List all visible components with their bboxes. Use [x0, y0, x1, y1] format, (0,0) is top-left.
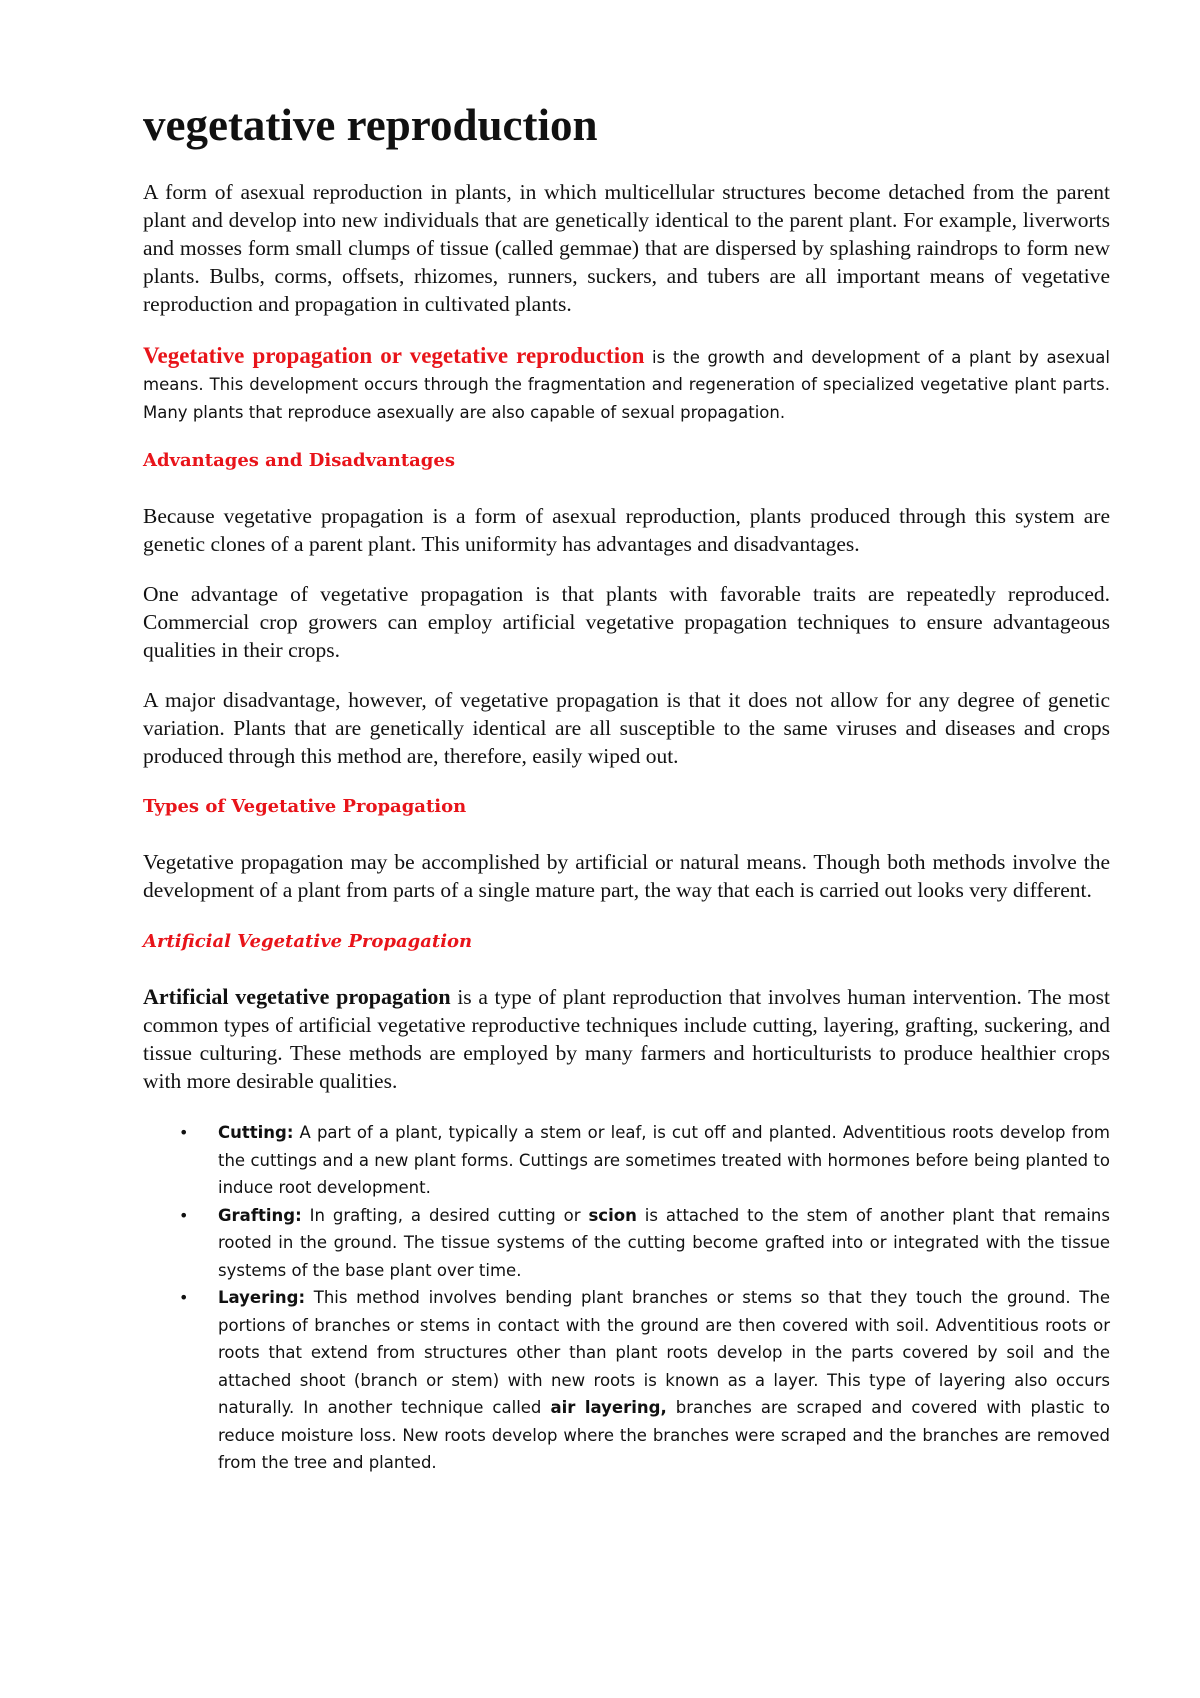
document-page: [143, 100, 1110, 1477]
scion-term: scion: [588, 1205, 637, 1225]
list-item-layering: [179, 1284, 1110, 1477]
advantages-paragraph-2: One advantage of vegetative propagation is that plants with favorable traits are repeatedly reproduced. Commercial crop growers can employ artificial vegetative propagation techniques to ensure advantageous qualities in their crops.: [143, 582, 1110, 663]
bullet-icon: •: [179, 1123, 189, 1143]
advantages-paragraph-1: Because vegetative propagation is a form of asexual reproduction, plants produced through this system are genetic clones of a parent plant. This uniformity has advantages and disadvantages.: [143, 504, 1110, 557]
types-paragraph: Vegetative propagation may be accomplished by artificial or natural means. Though both methods involve the development of a plant from parts of a single mature part, the way that each is carried out looks very different.: [143, 850, 1110, 903]
list-item-cutting: [179, 1119, 1110, 1202]
layering-term: Layering:: [218, 1288, 306, 1308]
artificial-text: is a type of plant reproduction that involves human intervention. The most common types of artificial vegetative reproductive techniques include cutting, layering, grafting, suckering, and tissue culturing. These methods are employed by many farmers and horticulturists to produce healthier crops with more desirable qualities.: [143, 985, 1110, 1094]
cutting-text: A part of a plant, typically a stem or leaf, is cut off and planted. Adventitious roots develop from the cuttings and a new plant forms. Cuttings are sometimes treated with hormones before being planted to induce root development.: [218, 1123, 1110, 1198]
grafting-term: Grafting:: [218, 1205, 302, 1225]
layering-text-b: branches are scraped and covered with plastic to reduce moisture loss. New roots develop where the branches were scraped and the branches are removed from the tree and planted.: [218, 1398, 1110, 1473]
layering-text-a: This method involves bending plant branches or stems so that they touch the ground. The portions of branches or stems in contact with the ground are then covered with soil. Adventitious roots or roots that extend from structures other than plant roots develop in the parts covered by soil and the attached shoot (branch or stem) with new roots is known as a layer. This type of layering also occurs naturally. In another technique called: [218, 1288, 1110, 1418]
bullet-icon: •: [179, 1288, 189, 1308]
list-item-grafting: [179, 1202, 1110, 1285]
grafting-text-a: In grafting, a desired cutting or: [301, 1205, 589, 1225]
intro-paragraph: A form of asexual reproduction in plants, in which multicellular structures become detached from the parent plant and develop into new individuals that are genetically identical to the parent plant. For example, liverworts and mosses form small clumps of tissue (called gemmae) that are dispersed by splashing raindrops to form new plants. Bulbs, corms, offsets, rhizomes, runners, suckers, and tubers are all important means of vegetative reproduction and propagation in cultivated plants.: [143, 179, 1110, 316]
air-layering-term: air layering,: [550, 1398, 667, 1418]
grafting-text-b: is attached to the stem of another plant that remains rooted in the ground. The tissue systems of the cutting become grafted into or integrated with the tissue systems of the base plant over time.: [218, 1205, 1110, 1280]
artificial-lead: Artificial vegetative propagation: [143, 984, 451, 1010]
artificial-paragraph: [143, 983, 1110, 1095]
technique-list: [143, 1119, 1110, 1477]
definition-text: is the growth and development of a plant by asexual means. This development occurs through the fragmentation and regeneration of specialized vegetative plant parts. Many plants that reproduce asexually are also capable of sexual propagation.: [143, 347, 1110, 422]
definition-lead: Vegetative propagation or vegetative reproduction: [143, 342, 645, 368]
types-heading: Types of Vegetative Propagation: [143, 796, 467, 818]
page-title: vegetative reproduction: [143, 100, 598, 150]
definition-paragraph: [143, 342, 1110, 427]
cutting-term: Cutting:: [218, 1123, 294, 1143]
advantages-paragraph-3: A major disadvantage, however, of vegetative propagation is that it does not allow for any degree of genetic variation. Plants that are genetically identical are all susceptible to the same viruses and diseases and crops produced through this method are, therefore, easily wiped out.: [143, 688, 1110, 769]
bullet-icon: •: [179, 1205, 189, 1225]
advantages-heading: Advantages and Disadvantages: [143, 450, 455, 472]
artificial-heading: Artificial Vegetative Propagation: [143, 931, 473, 953]
